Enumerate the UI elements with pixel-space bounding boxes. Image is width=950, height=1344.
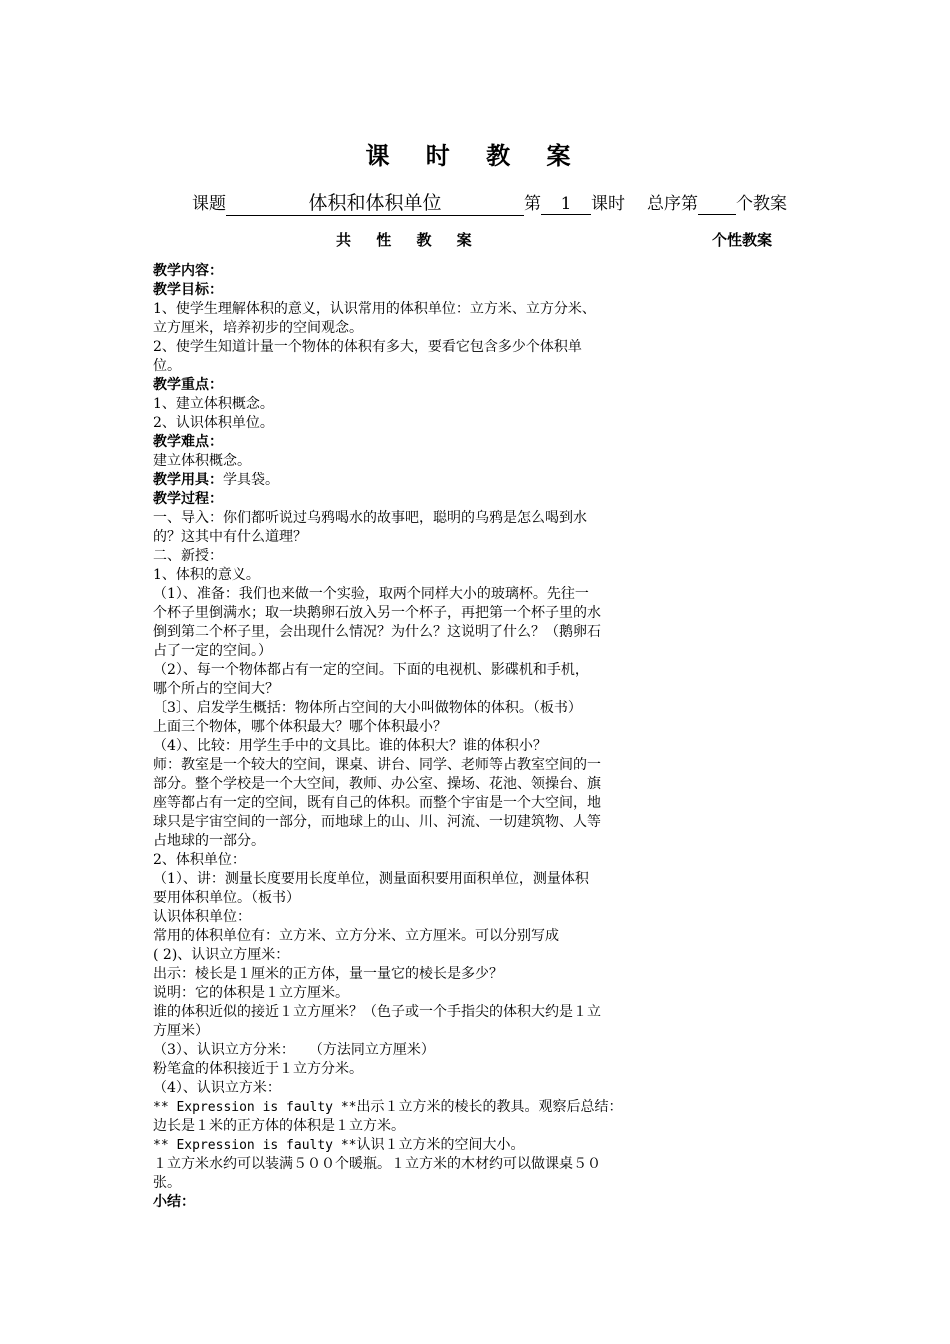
process-line: 粉笔盒的体积接近于１立方分米。 [153,1061,363,1077]
section-heading-process: 教学过程： [153,491,223,507]
process-line: 部分。整个学校是一个大空间，教师、办公室、操场、花池、领操台、旗 [153,776,601,792]
process-line: （2）、每一个物体都占有一定的空间。下面的电视机、影碟机和手机， [153,662,589,678]
process-line: 二、新授： [153,548,223,564]
goal-line: 2、使学生知道计量一个物体的体积有多大，要看它包含多少个体积单 [153,339,582,355]
difficulty-line: 建立体积概念。 [153,453,251,469]
process-line [153,1136,693,1155]
process-line: 占了一定的空间。） [153,643,272,659]
lesson-info-line [192,188,787,216]
key-line: 2、认识体积单位。 [153,415,274,431]
process-line: 方厘米） [153,1023,209,1039]
process-line: 球只是宇宙空间的一部分，而地球上的山、川、河流、一切建筑物、人等 [153,814,601,830]
process-line: 常用的体积单位有：立方米、立方分米、立方厘米。可以分别写成 [153,928,559,944]
section-heading-goals: 教学目标： [153,282,223,298]
tools-line [153,471,693,490]
key-line: 1、建立体积概念。 [153,396,274,412]
goal-line: 位。 [153,358,181,374]
tools-text: 学具袋。 [223,472,279,488]
process-line: 张。 [153,1175,181,1191]
process-line: （1）、讲：测量长度要用长度单位，测量面积要用面积单位，测量体积 [153,871,589,887]
process-line: 的？这其中有什么道理？ [153,529,307,545]
process-line: 出示：棱长是１厘米的正方体，量一量它的棱长是多少？ [153,966,503,982]
process-line: 要用体积单位。（板书） [153,890,300,906]
process-line: 座等都占有一定的空间，既有自己的体积。而整个宇宙是一个大空间，地 [153,795,601,811]
process-line: （1）、准备：我们也来做一个实验，取两个同样大小的玻璃杯。先往一 [153,586,589,602]
page-title: 课 时 教 案 [365,141,585,170]
process-line: ( 2)、认识立方厘米： [153,947,290,963]
column-heading-common: 共 性 教 案 [336,231,482,249]
process-line: 认识体积单位： [153,909,251,925]
total-prefix: 总序第 [647,194,698,214]
goal-line: 立方厘米，培养初步的空间观念。 [153,320,363,336]
process-line: 1、体积的意义。 [153,567,260,583]
process-line: 一、导入：你们都听说过乌鸦喝水的故事吧，聪明的乌鸦是怎么喝到水 [153,510,587,526]
period-suffix: 课时 [591,194,625,214]
process-text: 出示１立方米的棱长的教具。观察后总结： [356,1099,623,1115]
period-prefix: 第 [524,194,541,214]
process-line: 师：教室是一个较大的空间，课桌、讲台、同学、老师等占教室空间的一 [153,757,601,773]
process-line: （4）、认识立方米： [153,1080,281,1096]
lesson-body [153,262,693,1212]
process-line: 倒到第二个杯子里，会出现什么情况？为什么？这说明了什么？（鹅卵石 [153,624,601,640]
process-line: 占地球的一部分。 [153,833,265,849]
topic-value: 体积和体积单位 [226,188,524,216]
process-line: （4）、比较：用学生手中的文具比。谁的体积大？谁的体积小？ [153,738,547,754]
process-line: 个杯子里倒满水；取一块鹅卵石放入另一个杯子，再把第一个杯子里的水 [153,605,601,621]
process-line: 〔3〕、启发学生概括：物体所占空间的大小叫做物体的体积。（板书） [153,700,582,716]
process-line: １立方米水约可以装满５００个暖瓶。１立方米的木材约可以做课桌５０ [153,1156,601,1172]
process-text: 认识１立方米的空间大小。 [356,1137,525,1153]
process-line: 2、体积单位： [153,852,246,868]
section-heading-content: 教学内容： [153,263,223,279]
faulty-expression: ** Expression is faulty ** [153,1100,357,1115]
process-line: 边长是１米的正方体的体积是１立方米。 [153,1118,405,1134]
period-number: 1 [541,194,591,215]
topic-label: 课题 [192,194,226,214]
section-heading-key: 教学重点： [153,377,223,393]
process-line: （3）、认识立方分米： （方法同立方厘米） [153,1042,435,1058]
process-line [153,1098,693,1117]
process-line: 谁的体积近似的接近１立方厘米？（色子或一个手指尖的体积大约是１立 [153,1004,601,1020]
goal-line: 1、使学生理解体积的意义，认识常用的体积单位：立方米、立方分米、 [153,301,596,317]
section-heading-tools: 教学用具： [153,472,223,488]
process-line: 说明：它的体积是１立方厘米。 [153,985,349,1001]
process-line: 哪个所占的空间大？ [153,681,279,697]
total-suffix: 个教案 [736,194,787,214]
total-number [698,194,736,215]
section-heading-summary: 小结： [153,1194,195,1210]
process-line: 上面三个物体，哪个体积最大？哪个体积最小？ [153,719,447,735]
section-heading-difficulty: 教学难点： [153,434,223,450]
faulty-expression: ** Expression is faulty ** [153,1138,357,1153]
column-heading-personal: 个性教案 [712,231,773,249]
